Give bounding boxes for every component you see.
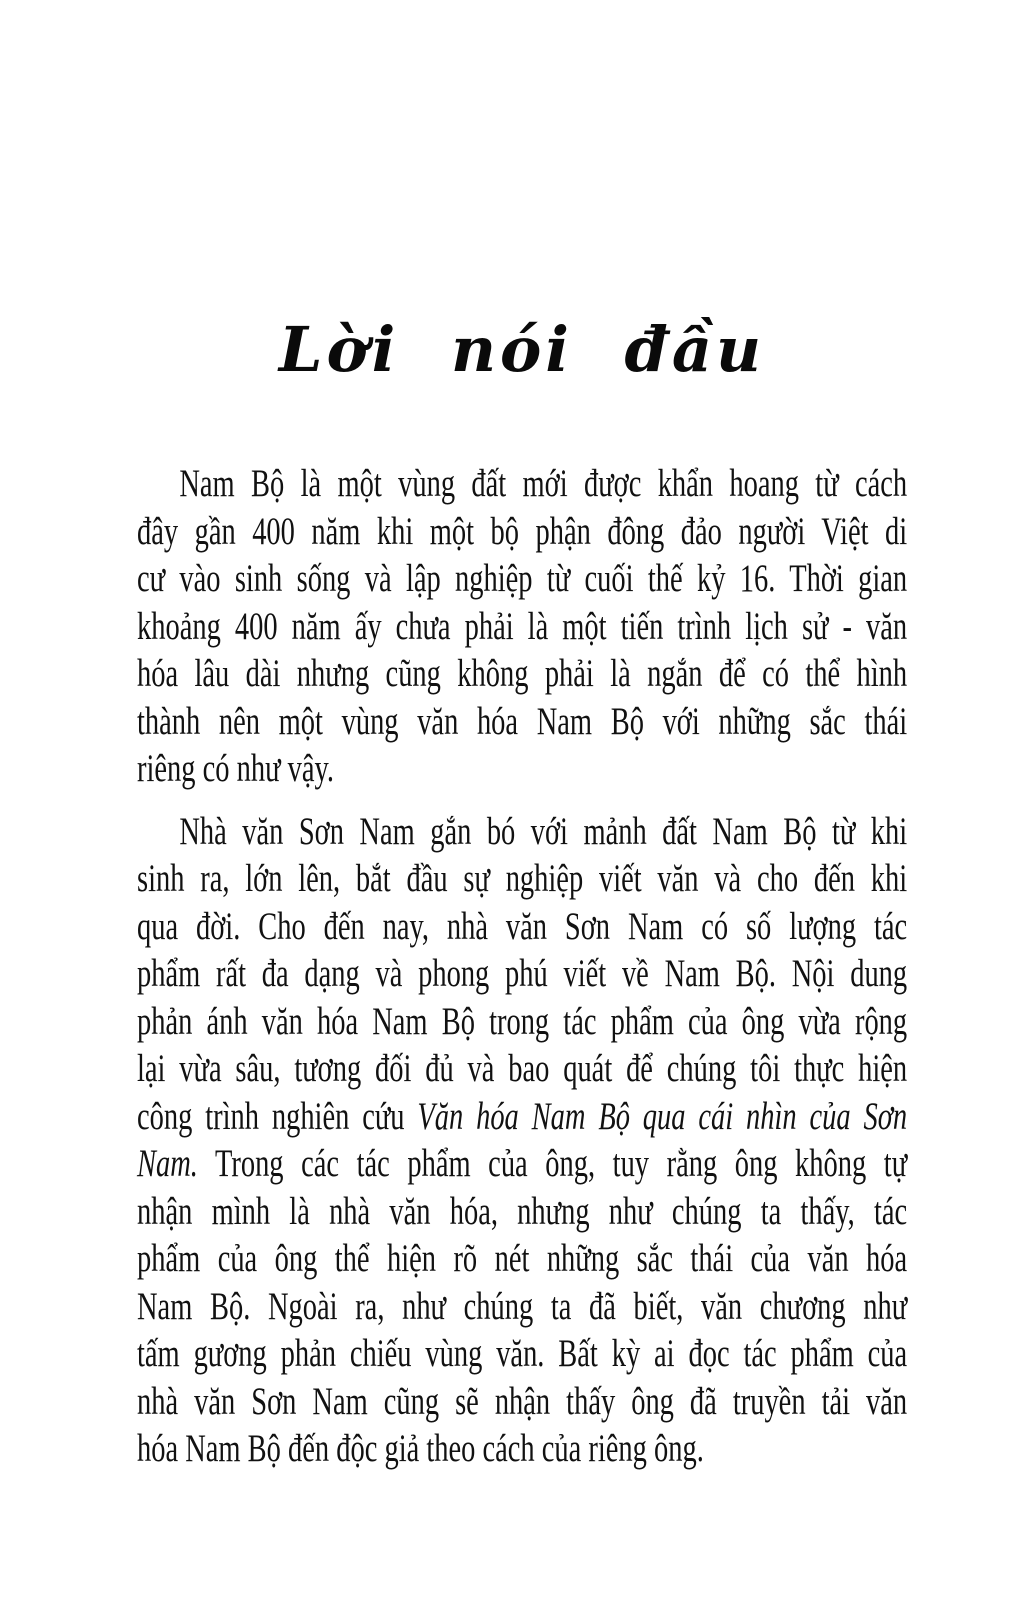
text-segment: Nam Bộ. Ngoài ra, như chúng ta đã biết, văn chương như [137,1284,908,1328]
text-line [137,555,907,603]
text-line [137,998,907,1046]
text-line [137,1330,907,1378]
text-line [137,1283,907,1331]
text-line [137,508,907,556]
text-line [137,1045,907,1093]
text-segment: riêng có như vậy. [137,747,334,790]
text-line [137,1235,907,1283]
text-line [137,460,907,508]
italic-text-segment: Nam. [137,1142,198,1185]
text-segment: lại vừa sâu, tương đối đủ và bao quát để chúng tôi thực hiện [137,1047,908,1090]
text-line [137,698,907,746]
text-segment: đây gần 400 năm khi một bộ phận đông đảo người Việt di [137,509,908,553]
text-line [137,603,907,651]
text-segment: tấm gương phản chiếu vùng văn. Bất kỳ ai đọc tác phẩm của [137,1332,908,1375]
text-line [137,950,907,998]
text-line [137,1093,907,1141]
text-segment: nhà văn Sơn Nam cũng sẽ nhận thấy ông đã truyền tải văn [137,1379,908,1423]
text-segment: phẩm của ông thể hiện rõ nét những sắc thái của văn hóa [137,1237,908,1280]
text-segment: Trong các tác phẩm của ông, tuy rằng ông không tự [197,1142,908,1185]
text-segment: khoảng 400 năm ấy chưa phải là một tiến trình lịch sử - văn [137,604,908,648]
text-line [137,1188,907,1236]
text-line [137,1425,907,1473]
text-line [137,1140,907,1188]
text-segment: phản ánh văn hóa Nam Bộ trong tác phẩm của ông vừa rộng [137,999,908,1043]
page-body [137,460,907,1473]
text-segment: phẩm rất đa dạng và phong phú viết về Nam Bộ. Nội dung [137,952,908,995]
text-line [137,903,907,951]
text-segment: cư vào sinh sống và lập nghiệp từ cuối thế kỷ 16. Thời gian [137,557,908,600]
text-segment: hóa Nam Bộ đến độc giả theo cách của riêng ông. [137,1427,704,1470]
page-title: Lời nói đầu [278,313,766,386]
text-line [137,650,907,698]
text-segment: qua đời. Cho đến nay, nhà văn Sơn Nam có số lượng tác [137,904,908,948]
paragraph [137,460,907,793]
text-segment: thành nên một vùng văn hóa Nam Bộ với những sắc thái [137,699,908,743]
text-segment: sinh ra, lớn lên, bắt đầu sự nghiệp viết văn và cho đến khi [137,857,908,900]
text-segment: hóa lâu dài nhưng cũng không phải là ngắn để có thể hình [137,652,908,695]
text-segment: Nhà văn Sơn Nam gắn bó với mảnh đất Nam Bộ từ khi [179,809,908,853]
text-line [137,745,907,793]
paragraph [137,808,907,1473]
text-segment: nhận mình là nhà văn hóa, nhưng như chúng ta thấy, tác [137,1189,908,1233]
text-line [137,1378,907,1426]
italic-text-segment: Văn hóa Nam Bộ qua cái nhìn của Sơn [417,1094,908,1138]
text-segment: Nam Bộ là một vùng đất mới được khẩn hoang từ cách [179,462,908,505]
text-line [137,855,907,903]
text-segment: công trình nghiên cứu [137,1094,418,1138]
text-line [137,808,907,856]
